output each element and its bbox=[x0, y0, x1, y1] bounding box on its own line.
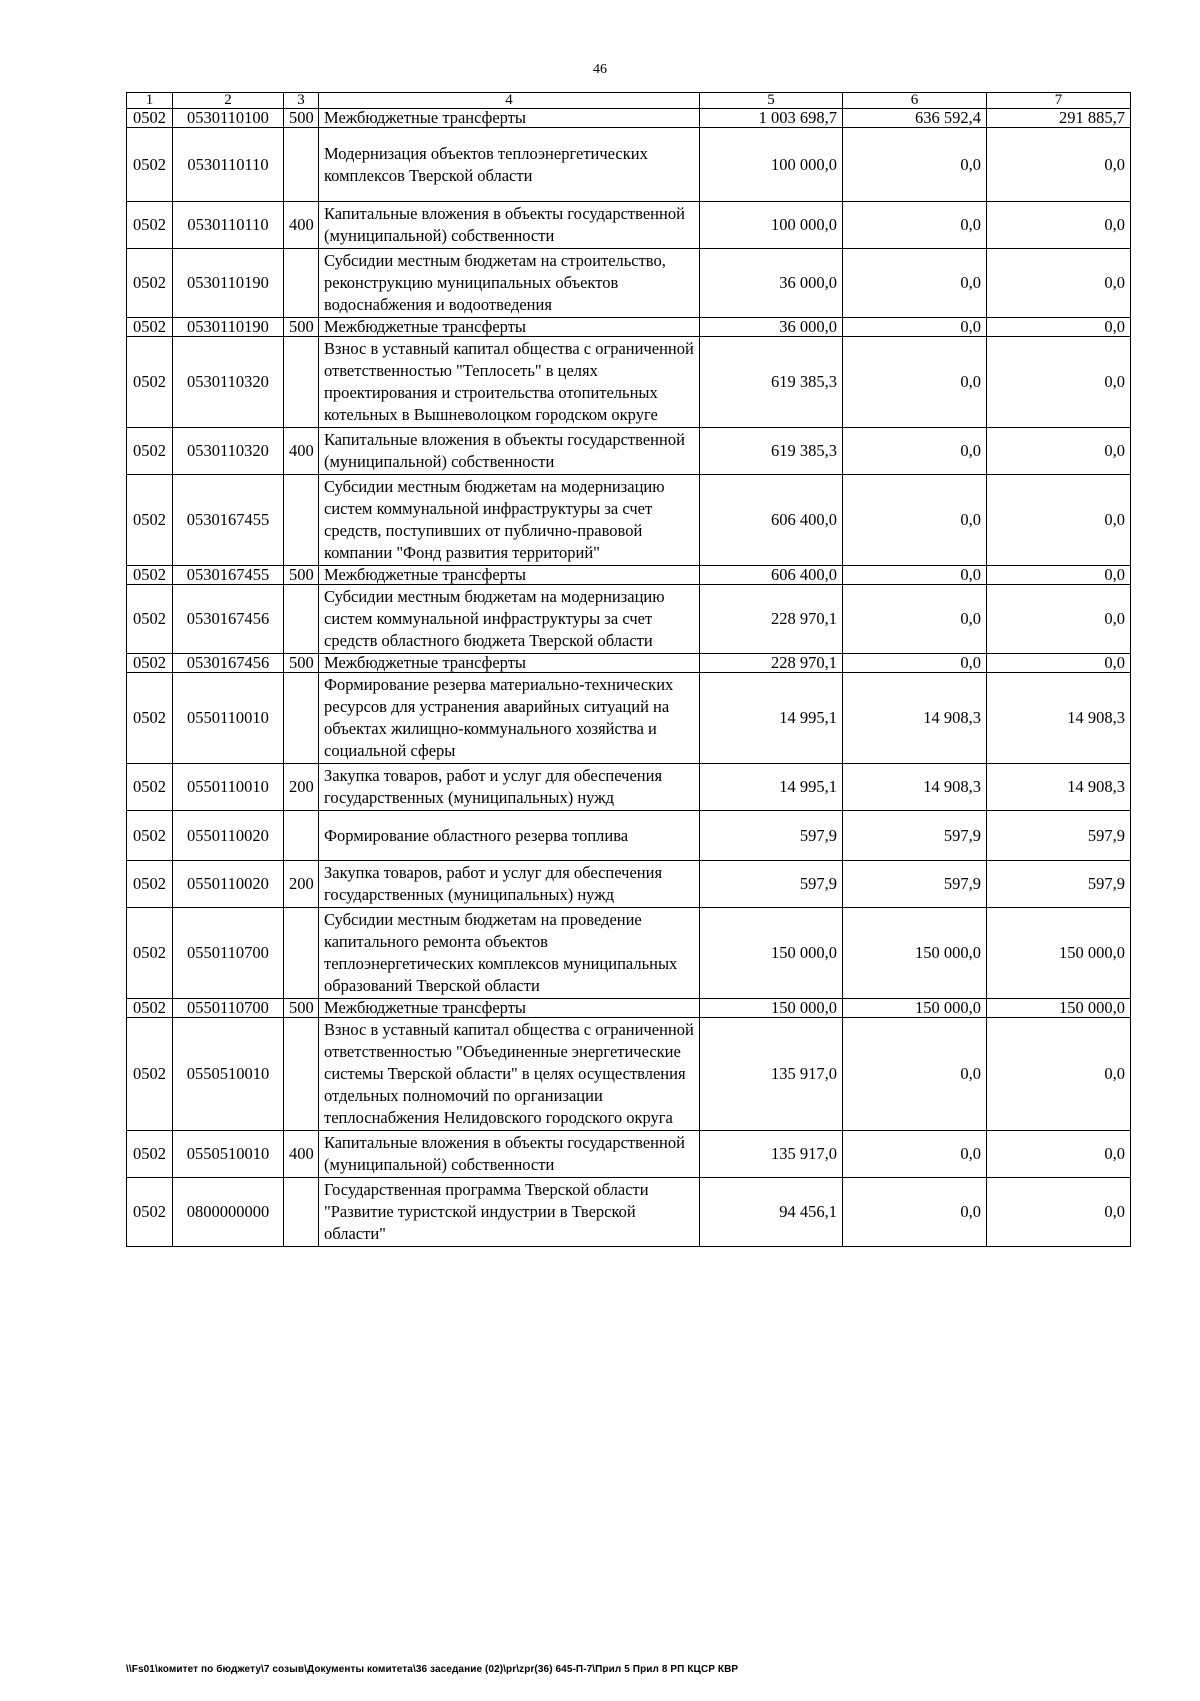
expense-type-code: 500 bbox=[284, 654, 319, 673]
expense-type-code bbox=[284, 585, 319, 654]
target-article-code: 0530167456 bbox=[173, 654, 284, 673]
section-code: 0502 bbox=[127, 861, 173, 908]
expense-type-code bbox=[284, 475, 319, 566]
amount-col6: 0,0 bbox=[843, 128, 987, 202]
section-code: 0502 bbox=[127, 999, 173, 1018]
amount-col6: 14 908,3 bbox=[843, 764, 987, 811]
expense-type-code bbox=[284, 908, 319, 999]
amount-col5: 228 970,1 bbox=[700, 654, 843, 673]
expense-type-code: 500 bbox=[284, 318, 319, 337]
target-article-code: 0550110020 bbox=[173, 861, 284, 908]
amount-col5: 619 385,3 bbox=[700, 428, 843, 475]
amount-col7: 14 908,3 bbox=[987, 764, 1131, 811]
target-article-code: 0530110100 bbox=[173, 109, 284, 128]
amount-col5: 14 995,1 bbox=[700, 673, 843, 764]
amount-col5: 36 000,0 bbox=[700, 249, 843, 318]
section-code: 0502 bbox=[127, 764, 173, 811]
section-code: 0502 bbox=[127, 1178, 173, 1247]
column-header: 7 bbox=[987, 93, 1131, 109]
item-name: Капитальные вложения в объекты государственной (муниципальной) собственности bbox=[319, 428, 700, 475]
section-code: 0502 bbox=[127, 1018, 173, 1131]
section-code: 0502 bbox=[127, 908, 173, 999]
target-article-code: 0550110020 bbox=[173, 811, 284, 861]
target-article-code: 0550510010 bbox=[173, 1018, 284, 1131]
expense-type-code bbox=[284, 337, 319, 428]
amount-col7: 0,0 bbox=[987, 1018, 1131, 1131]
target-article-code: 0530110110 bbox=[173, 202, 284, 249]
amount-col6: 150 000,0 bbox=[843, 908, 987, 999]
amount-col5: 597,9 bbox=[700, 811, 843, 861]
amount-col7: 0,0 bbox=[987, 566, 1131, 585]
expense-type-code bbox=[284, 673, 319, 764]
amount-col7: 0,0 bbox=[987, 128, 1131, 202]
amount-col6: 0,0 bbox=[843, 566, 987, 585]
amount-col5: 94 456,1 bbox=[700, 1178, 843, 1247]
target-article-code: 0550110010 bbox=[173, 673, 284, 764]
table-row bbox=[127, 861, 1131, 908]
expense-type-code: 400 bbox=[284, 428, 319, 475]
table-row bbox=[127, 1018, 1131, 1131]
amount-col6: 0,0 bbox=[843, 337, 987, 428]
section-code: 0502 bbox=[127, 585, 173, 654]
amount-col7: 0,0 bbox=[987, 585, 1131, 654]
amount-col5: 36 000,0 bbox=[700, 318, 843, 337]
expense-type-code bbox=[284, 1018, 319, 1131]
table-row bbox=[127, 654, 1131, 673]
expense-type-code: 500 bbox=[284, 566, 319, 585]
item-name: Взнос в уставный капитал общества с ограниченной ответственностью "Теплосеть" в целях проектирования и строительства отопительных котельных в Вышневолоцком городском округе bbox=[319, 337, 700, 428]
target-article-code: 0530110190 bbox=[173, 318, 284, 337]
section-code: 0502 bbox=[127, 318, 173, 337]
target-article-code: 0800000000 bbox=[173, 1178, 284, 1247]
amount-col5: 135 917,0 bbox=[700, 1018, 843, 1131]
column-header: 1 bbox=[127, 93, 173, 109]
amount-col7: 0,0 bbox=[987, 337, 1131, 428]
amount-col6: 0,0 bbox=[843, 475, 987, 566]
item-name: Межбюджетные трансферты bbox=[319, 566, 700, 585]
amount-col5: 619 385,3 bbox=[700, 337, 843, 428]
amount-col7: 0,0 bbox=[987, 1131, 1131, 1178]
item-name: Закупка товаров, работ и услуг для обеспечения государственных (муниципальных) нужд bbox=[319, 861, 700, 908]
section-code: 0502 bbox=[127, 654, 173, 673]
amount-col6: 0,0 bbox=[843, 428, 987, 475]
item-name: Межбюджетные трансферты bbox=[319, 999, 700, 1018]
column-header: 6 bbox=[843, 93, 987, 109]
expense-type-code bbox=[284, 128, 319, 202]
expense-type-code: 200 bbox=[284, 764, 319, 811]
section-code: 0502 bbox=[127, 428, 173, 475]
column-number-row bbox=[127, 93, 1131, 109]
amount-col7: 0,0 bbox=[987, 249, 1131, 318]
amount-col5: 606 400,0 bbox=[700, 566, 843, 585]
amount-col5: 150 000,0 bbox=[700, 999, 843, 1018]
section-code: 0502 bbox=[127, 1131, 173, 1178]
item-name: Государственная программа Тверской области "Развитие туристской индустрии в Тверской области" bbox=[319, 1178, 700, 1247]
target-article-code: 0530110190 bbox=[173, 249, 284, 318]
target-article-code: 0550110700 bbox=[173, 908, 284, 999]
amount-col7: 0,0 bbox=[987, 1178, 1131, 1247]
section-code: 0502 bbox=[127, 566, 173, 585]
amount-col6: 0,0 bbox=[843, 654, 987, 673]
amount-col6: 150 000,0 bbox=[843, 999, 987, 1018]
amount-col6: 0,0 bbox=[843, 1131, 987, 1178]
amount-col7: 14 908,3 bbox=[987, 673, 1131, 764]
target-article-code: 0530110320 bbox=[173, 337, 284, 428]
amount-col6: 14 908,3 bbox=[843, 673, 987, 764]
table-row bbox=[127, 109, 1131, 128]
section-code: 0502 bbox=[127, 337, 173, 428]
expense-type-code: 500 bbox=[284, 109, 319, 128]
column-header: 2 bbox=[173, 93, 284, 109]
amount-col6: 0,0 bbox=[843, 318, 987, 337]
table-row bbox=[127, 337, 1131, 428]
table-row bbox=[127, 475, 1131, 566]
amount-col7: 0,0 bbox=[987, 475, 1131, 566]
table-row bbox=[127, 128, 1131, 202]
table-row bbox=[127, 764, 1131, 811]
table-row bbox=[127, 318, 1131, 337]
expense-type-code bbox=[284, 1178, 319, 1247]
item-name: Субсидии местным бюджетам на модернизацию систем коммунальной инфраструктуры за счет средств областного бюджета Тверской области bbox=[319, 585, 700, 654]
table-row bbox=[127, 673, 1131, 764]
expense-type-code: 400 bbox=[284, 1131, 319, 1178]
amount-col5: 597,9 bbox=[700, 861, 843, 908]
amount-col7: 0,0 bbox=[987, 654, 1131, 673]
section-code: 0502 bbox=[127, 811, 173, 861]
item-name: Модернизация объектов теплоэнергетических комплексов Тверской области bbox=[319, 128, 700, 202]
target-article-code: 0530110320 bbox=[173, 428, 284, 475]
amount-col5: 606 400,0 bbox=[700, 475, 843, 566]
table-row bbox=[127, 1131, 1131, 1178]
section-code: 0502 bbox=[127, 475, 173, 566]
budget-table bbox=[126, 92, 1131, 1247]
table-row bbox=[127, 999, 1131, 1018]
amount-col6: 597,9 bbox=[843, 811, 987, 861]
item-name: Межбюджетные трансферты bbox=[319, 109, 700, 128]
item-name: Капитальные вложения в объекты государственной (муниципальной) собственности bbox=[319, 1131, 700, 1178]
amount-col5: 14 995,1 bbox=[700, 764, 843, 811]
expense-type-code bbox=[284, 249, 319, 318]
amount-col6: 0,0 bbox=[843, 1178, 987, 1247]
target-article-code: 0550510010 bbox=[173, 1131, 284, 1178]
amount-col7: 597,9 bbox=[987, 811, 1131, 861]
amount-col6: 0,0 bbox=[843, 249, 987, 318]
item-name: Закупка товаров, работ и услуг для обеспечения государственных (муниципальных) нужд bbox=[319, 764, 700, 811]
amount-col6: 636 592,4 bbox=[843, 109, 987, 128]
amount-col7: 597,9 bbox=[987, 861, 1131, 908]
expense-type-code: 200 bbox=[284, 861, 319, 908]
target-article-code: 0530167455 bbox=[173, 475, 284, 566]
amount-col5: 1 003 698,7 bbox=[700, 109, 843, 128]
item-name: Субсидии местным бюджетам на модернизацию систем коммунальной инфраструктуры за счет средств, поступивших от публично-правовой компании "Фонд развития территорий" bbox=[319, 475, 700, 566]
item-name: Капитальные вложения в объекты государственной (муниципальной) собственности bbox=[319, 202, 700, 249]
amount-col5: 100 000,0 bbox=[700, 128, 843, 202]
amount-col7: 0,0 bbox=[987, 202, 1131, 249]
amount-col5: 100 000,0 bbox=[700, 202, 843, 249]
target-article-code: 0530110110 bbox=[173, 128, 284, 202]
section-code: 0502 bbox=[127, 109, 173, 128]
item-name: Формирование резерва материально-технических ресурсов для устранения аварийных ситуаций на объектах жилищно-коммунального хозяйства и социальной сферы bbox=[319, 673, 700, 764]
amount-col6: 0,0 bbox=[843, 1018, 987, 1131]
amount-col7: 150 000,0 bbox=[987, 999, 1131, 1018]
target-article-code: 0530167456 bbox=[173, 585, 284, 654]
section-code: 0502 bbox=[127, 128, 173, 202]
item-name: Межбюджетные трансферты bbox=[319, 654, 700, 673]
expense-type-code: 500 bbox=[284, 999, 319, 1018]
item-name: Взнос в уставный капитал общества с ограниченной ответственностью "Объединенные энергетические системы Тверской области" в целях осуществления отдельных полномочий по организации теплоснабжения Нелидовского городского округа bbox=[319, 1018, 700, 1131]
target-article-code: 0530167455 bbox=[173, 566, 284, 585]
amount-col6: 0,0 bbox=[843, 585, 987, 654]
table-row bbox=[127, 1178, 1131, 1247]
table-row bbox=[127, 249, 1131, 318]
amount-col6: 0,0 bbox=[843, 202, 987, 249]
amount-col7: 150 000,0 bbox=[987, 908, 1131, 999]
table-row bbox=[127, 428, 1131, 475]
section-code: 0502 bbox=[127, 202, 173, 249]
column-header: 3 bbox=[284, 93, 319, 109]
expense-type-code bbox=[284, 811, 319, 861]
table-row bbox=[127, 811, 1131, 861]
table-row bbox=[127, 585, 1131, 654]
table-row bbox=[127, 908, 1131, 999]
table-row bbox=[127, 202, 1131, 249]
amount-col7: 0,0 bbox=[987, 428, 1131, 475]
item-name: Субсидии местным бюджетам на проведение капитального ремонта объектов теплоэнергетических комплексов муниципальных образований Тверской области bbox=[319, 908, 700, 999]
footer-file-path: \\Fs01\комитет по бюджету\7 созыв\Документы комитета\36 заседание (02)\pr\zpr(36) 645-П-7\Прил 5 Прил 8 РП КЦСР КВР bbox=[126, 1664, 739, 1675]
amount-col5: 228 970,1 bbox=[700, 585, 843, 654]
target-article-code: 0550110700 bbox=[173, 999, 284, 1018]
amount-col6: 597,9 bbox=[843, 861, 987, 908]
amount-col5: 150 000,0 bbox=[700, 908, 843, 999]
amount-col7: 0,0 bbox=[987, 318, 1131, 337]
section-code: 0502 bbox=[127, 249, 173, 318]
amount-col7: 291 885,7 bbox=[987, 109, 1131, 128]
item-name: Межбюджетные трансферты bbox=[319, 318, 700, 337]
page-number: 46 bbox=[593, 62, 607, 77]
column-header: 4 bbox=[319, 93, 700, 109]
amount-col5: 135 917,0 bbox=[700, 1131, 843, 1178]
item-name: Формирование областного резерва топлива bbox=[319, 811, 700, 861]
section-code: 0502 bbox=[127, 673, 173, 764]
item-name: Субсидии местным бюджетам на строительство, реконструкцию муниципальных объектов водоснабжения и водоотведения bbox=[319, 249, 700, 318]
table-row bbox=[127, 566, 1131, 585]
expense-type-code: 400 bbox=[284, 202, 319, 249]
target-article-code: 0550110010 bbox=[173, 764, 284, 811]
column-header: 5 bbox=[700, 93, 843, 109]
